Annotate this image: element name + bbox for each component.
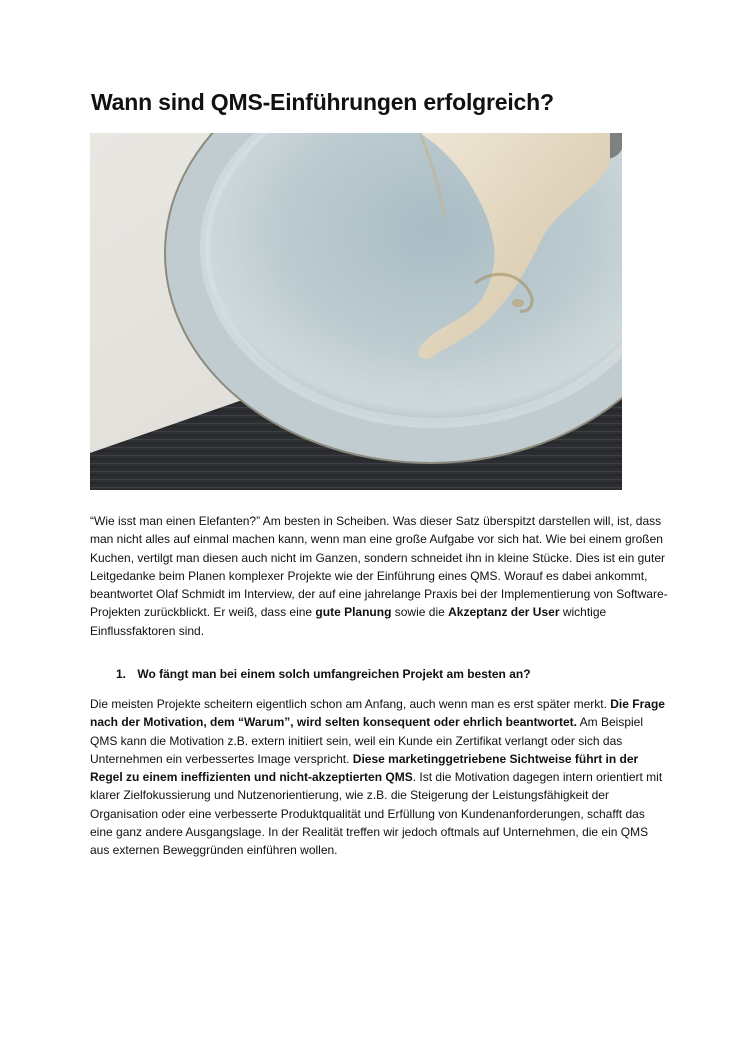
intro-bold-acceptance: Akzeptanz der User	[448, 605, 560, 620]
section-1-bold-1: Die Frage nach der Motivation, dem “Warum”, wird selten konsequent oder ehrlich beantwortet.	[90, 697, 665, 730]
section-1-bold-2: Diese marketinggetriebene Sichtweise führt in der Regel zu einem ineffizienten und nicht-akzeptierten QMS	[90, 751, 639, 785]
intro-text-3: wichtige Einflussfaktoren sind.	[90, 605, 607, 638]
elephant-photo	[90, 133, 622, 490]
page-title: Wann sind QMS-Einführungen erfolgreich?	[91, 89, 554, 115]
intro-paragraph	[90, 512, 670, 640]
elephant-figurine-on-plate-icon	[90, 133, 622, 490]
section-1-paragraph	[90, 695, 670, 860]
section-1-heading	[116, 665, 676, 683]
section-1-text-3: . Ist die Motivation dagegen intern orientiert mit klarer Zielfokussierung und Nutzenorientierung, wie z.B. die Steigerung der Leistungsfähigkeit der Organisation oder eine verbesserte Produktqualität und Erfüllung von Kundenanforderungen, schafft das eine ganz andere Ausgangslage. In der Realität treffen wir jedoch oftmals auf Unternehmen, die ein QMS aus externen Beweggründen einführen wollen.	[90, 770, 663, 858]
section-1-heading-text: Wo fängt man bei einem solch umfangreichen Projekt am besten an?	[137, 667, 531, 681]
intro-text-1: “Wie isst man einen Elefanten?” Am besten in Scheiben. Was dieser Satz überspitzt darstellen will, ist, dass man nicht alles auf einmal machen kann, wenn man eine große Aufgabe vor sich hat. Wie bei einem großen Kuchen, vertilgt man diesen auch nicht im Ganzen, sondern schneidet ihn in kleine Stücke. Dies ist ein guter Leitgedanke beim Planen komplexer Projekte wie der Einführung eines QMS. Worauf es dabei ankommt, beantwortet Olaf Schmidt im Interview, der auf eine jahrelange Praxis bei der Implementierung von Software-Projekten zurückblickt. Er weiß, dass eine	[90, 514, 668, 620]
section-1-text-2: Am Beispiel QMS kann die Motivation z.B. extern initiiert sein, weil ein Kunde ein Zertifikat verlangt oder sich das Unternehmen ein verbessertes Image verspricht.	[90, 715, 643, 766]
intro-bold-planning: gute Planung	[315, 605, 392, 620]
section-1-text-1: Die meisten Projekte scheitern eigentlich schon am Anfang, auch wenn man es erst später merkt.	[90, 697, 611, 711]
section-1-number: 1.	[116, 667, 127, 681]
intro-text-2: sowie die	[391, 605, 449, 620]
